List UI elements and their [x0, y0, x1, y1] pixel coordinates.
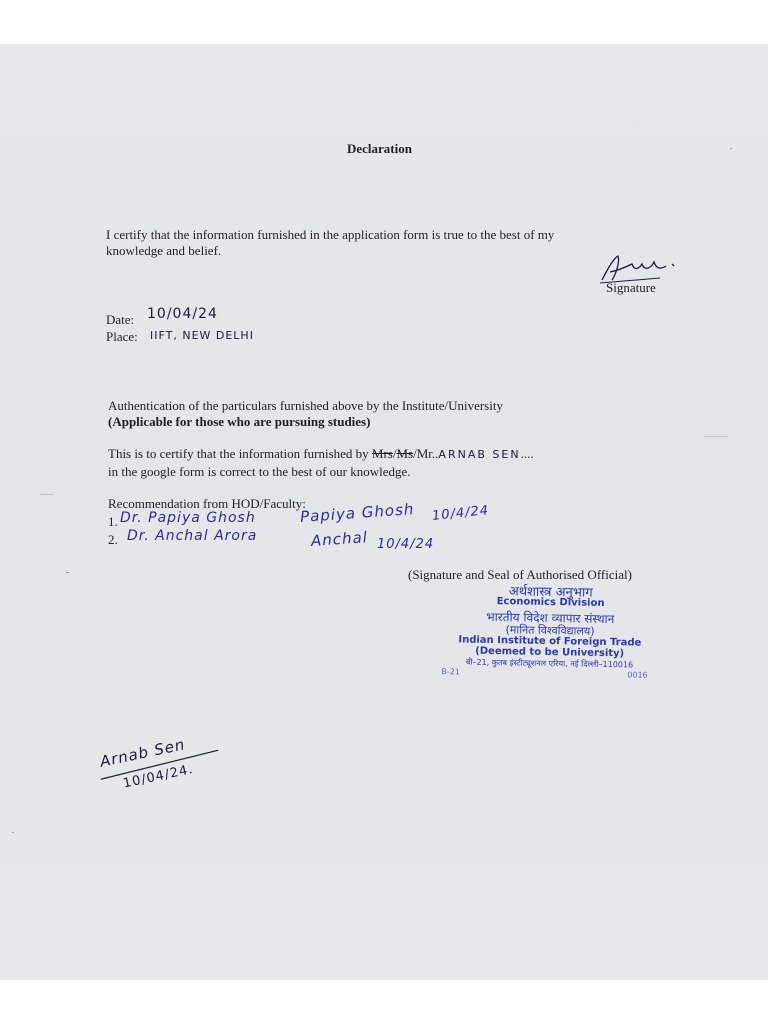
name-dots: ....	[520, 446, 534, 461]
signature-label: Signature	[606, 280, 656, 295]
stamp-line-division: Economics Division	[496, 596, 605, 609]
place-label: Place:	[106, 329, 138, 344]
recommender-2-name: Dr. Anchal Arora	[127, 528, 258, 544]
recommender-1-name: Dr. Papiya Ghosh	[120, 510, 256, 526]
recommender-2-signature: Anchal	[310, 528, 369, 550]
document-photo	[0, 44, 768, 980]
certify-line-2: knowledge and belief.	[106, 243, 222, 258]
authentication-certify-line-2: in the google form is correct to the best of our knowledge.	[108, 464, 411, 479]
recommender-1-number: 1.	[108, 514, 118, 529]
recommender-2-date: 10/4/24	[377, 537, 435, 552]
authentication-subheading: (Applicable for those who are pursuing studies)	[108, 414, 371, 429]
recommendation-label: Recommendation from HOD/Faculty:	[108, 496, 306, 511]
bottom-signature-date: 10/04/24.	[121, 761, 195, 792]
institute-stamp	[439, 578, 661, 692]
scan-speck	[730, 148, 732, 149]
scan-speck	[40, 494, 54, 495]
scan-speck	[12, 832, 14, 833]
stamp-line-hindi-deemed: (मानित विश्वविद्यालय)	[505, 623, 595, 638]
stamp-line-institute: Indian Institute of Foreign Trade	[458, 634, 642, 649]
scan-speck	[66, 572, 69, 573]
authentication-heading: Authentication of the particulars furnished above by the Institute/University	[108, 398, 503, 413]
certify-line-1: I certify that the information furnished in the application form is true to the best of my	[106, 227, 555, 242]
recommender-1-date: 10/4/24	[431, 503, 490, 524]
recommender-2-number: 2.	[108, 532, 118, 547]
scan-speck	[704, 436, 728, 437]
stamp-line-hindi-division: अर्थशास्त्र अनुभाग	[508, 584, 593, 601]
place-value: IIFT, NEW DELHI	[150, 329, 254, 342]
bottom-signature-name: Arnab Sen	[98, 735, 187, 771]
stamp-line-address-left: B-21	[441, 667, 460, 677]
stamp-line-hindi-institute: भारतीय विदेश व्यापार संस्थान	[486, 609, 615, 627]
bottom-signature	[93, 721, 233, 807]
date-value: 10/04/24	[147, 306, 218, 322]
stamp-line-hindi-address: बी–21, कुतब इंस्टीट्यूशनल एरिया, नई दिल्ली–110016	[465, 657, 634, 670]
stamp-line-address-right: 0016	[627, 670, 648, 680]
title-ms-struck: Ms	[396, 446, 414, 461]
authentication-certify-line-1	[108, 445, 534, 463]
official-seal-label: (Signature and Seal of Authorised Official)	[408, 567, 632, 582]
title-mr: /Mr..	[413, 446, 439, 461]
date-label: Date:	[106, 312, 135, 327]
declaration-title: Declaration	[347, 141, 412, 156]
stamp-line-deemed: (Deemed to be University)	[475, 645, 625, 660]
title-separator: /	[392, 446, 397, 461]
recommender-1-signature: Papiya Ghosh	[299, 500, 415, 526]
certify-prefix: This is to certify that the information furnished by	[108, 446, 372, 461]
title-mrs-struck: Mrs	[371, 446, 393, 461]
applicant-name-handwritten: ARNAB SEN	[438, 448, 521, 461]
